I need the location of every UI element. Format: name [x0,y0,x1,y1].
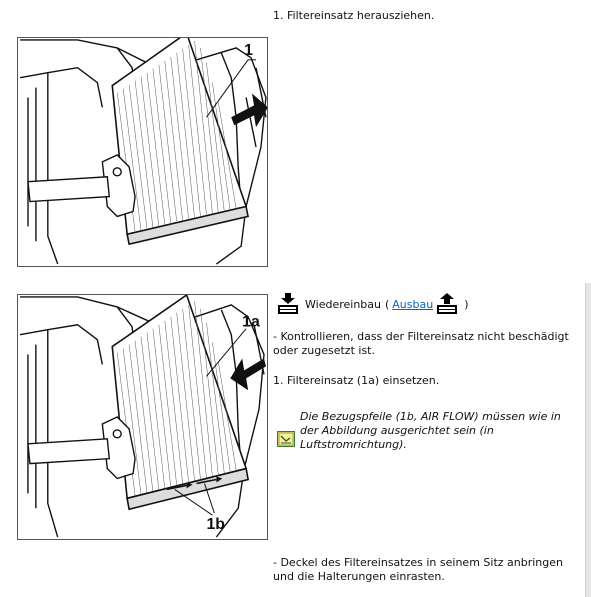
install-down-icon [277,293,299,315]
callout-label-1b: 1b [206,516,225,534]
close-paren: ) [464,298,469,311]
filter-install-illustration [18,295,267,539]
reinstall-heading [277,283,469,315]
note-icon [277,431,295,447]
figure-install-filter [17,294,268,540]
filter-removal-illustration [18,38,267,266]
note-text: Die Bezugspfeile (1b, AIR FLOW) müssen wie in der Abbildung ausgerichtet sein (in Luftstromrichtung). [300,410,561,451]
figure-remove-filter [17,37,268,267]
instruction-check: - Kontrollieren, dass der Filtereinsatz nicht beschädigt oder zugesetzt ist. [273,330,569,357]
instruction-step-1a: 1. Filtereinsatz (1a) einsetzen. [273,374,440,387]
instruction-step-1: 1. Filtereinsatz herausziehen. [273,9,435,22]
vertical-scrollbar[interactable] [585,283,591,597]
instruction-cover: - Deckel des Filtereinsatzes in seinem Sitz anbringen und die Halterungen einrasten. [273,556,563,583]
reinstall-label: Wiedereinbau [305,298,381,311]
open-paren: ( [384,298,390,311]
callout-label-1: 1 [244,41,253,59]
removal-link[interactable]: Ausbau [392,298,434,311]
remove-up-icon [436,293,458,315]
callout-label-1a: 1a [242,313,260,331]
